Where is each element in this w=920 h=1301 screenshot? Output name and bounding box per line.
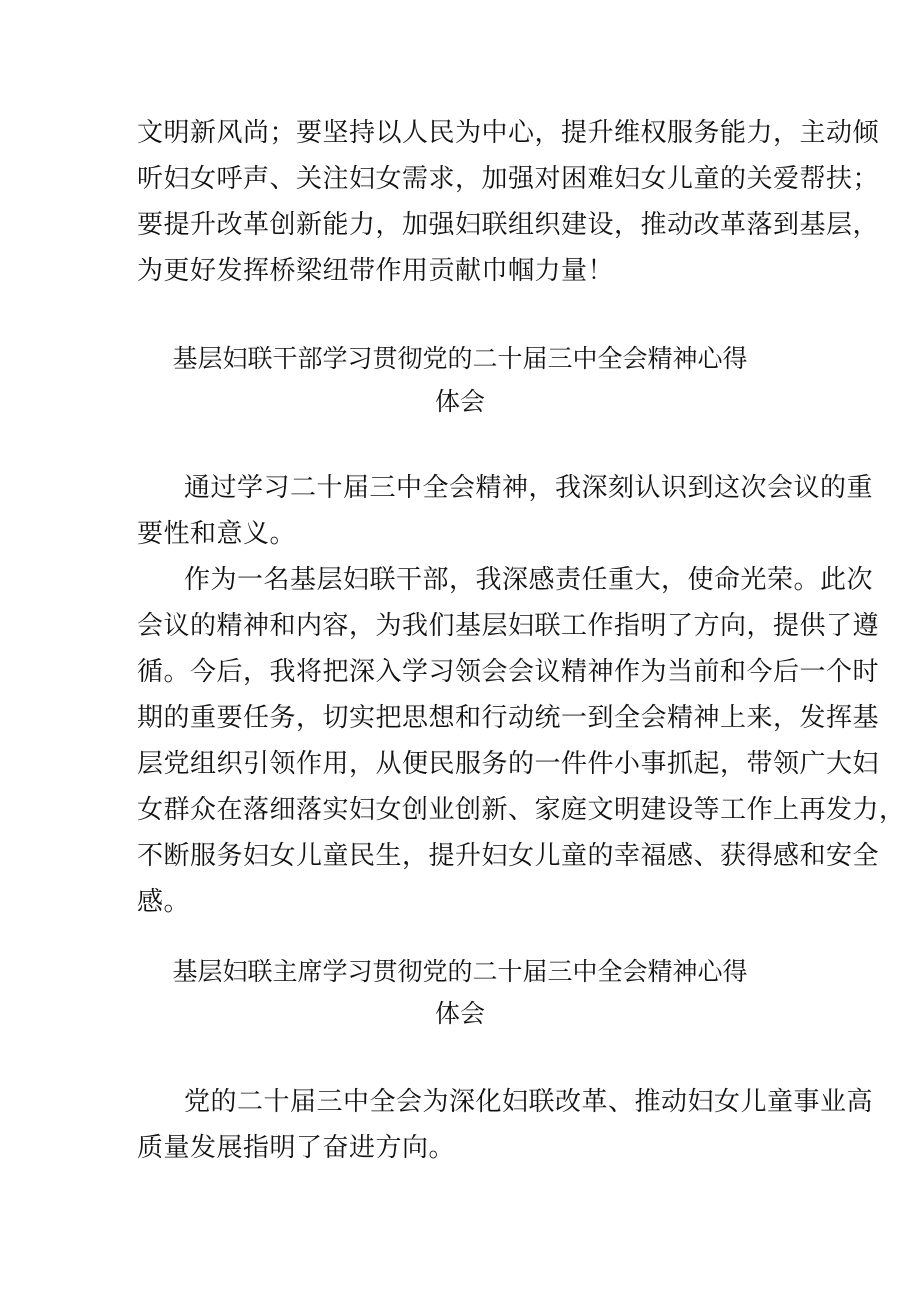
section-title-line: 基层妇联干部学习贯彻党的二十届三中全会精神心得 [172,344,748,373]
text-line: 要提升改革创新能力，加强妇联组织建设，推动改革落到基层， [137,210,880,240]
text-line: 会议的精神和内容，为我们基层妇联工作指明了方向，提供了遵 [137,611,880,641]
text-line: 通过学习二十届三中全会精神，我深刻认识到这次会议的重 [184,473,874,503]
text-line: 层党组织引领作用，从便民服务的一件件小事抓起，带领广大妇 [137,749,880,779]
text-line: 要性和意义。 [137,519,297,549]
text-line: 文明新风尚；要坚持以人民为中心，提升维权服务能力，主动倾 [137,118,880,148]
text-line: 作为一名基层妇联干部，我深感责任重大，使命光荣。此次 [184,565,874,595]
text-line: 女群众在落细落实妇女创业创新、家庭文明建设等工作上再发力， [137,795,906,825]
section-title-line: 体会 [434,387,485,416]
text-line: 党的二十届三中全会为深化妇联改革、推动妇女儿童事业高 [184,1087,874,1117]
text-line: 感。 [137,887,191,917]
section-title-line: 基层妇联主席学习贯彻党的二十届三中全会精神心得 [172,957,748,986]
text-line: 听妇女呼声、关注妇女需求，加强对困难妇女儿童的关爱帮扶； [137,164,880,194]
text-line: 质量发展指明了奋进方向。 [137,1133,456,1163]
text-line: 不断服务妇女儿童民生，提升妇女儿童的幸福感、获得感和安全 [137,841,880,871]
text-line: 循。今后，我将把深入学习领会会议精神作为当前和今后一个时 [137,657,880,687]
text-line: 为更好发挥桥梁纽带作用贡献巾帼力量！ [137,256,615,286]
section-title-line: 体会 [434,999,485,1028]
text-line: 期的重要任务，切实把思想和行动统一到全会精神上来，发挥基 [137,703,880,733]
